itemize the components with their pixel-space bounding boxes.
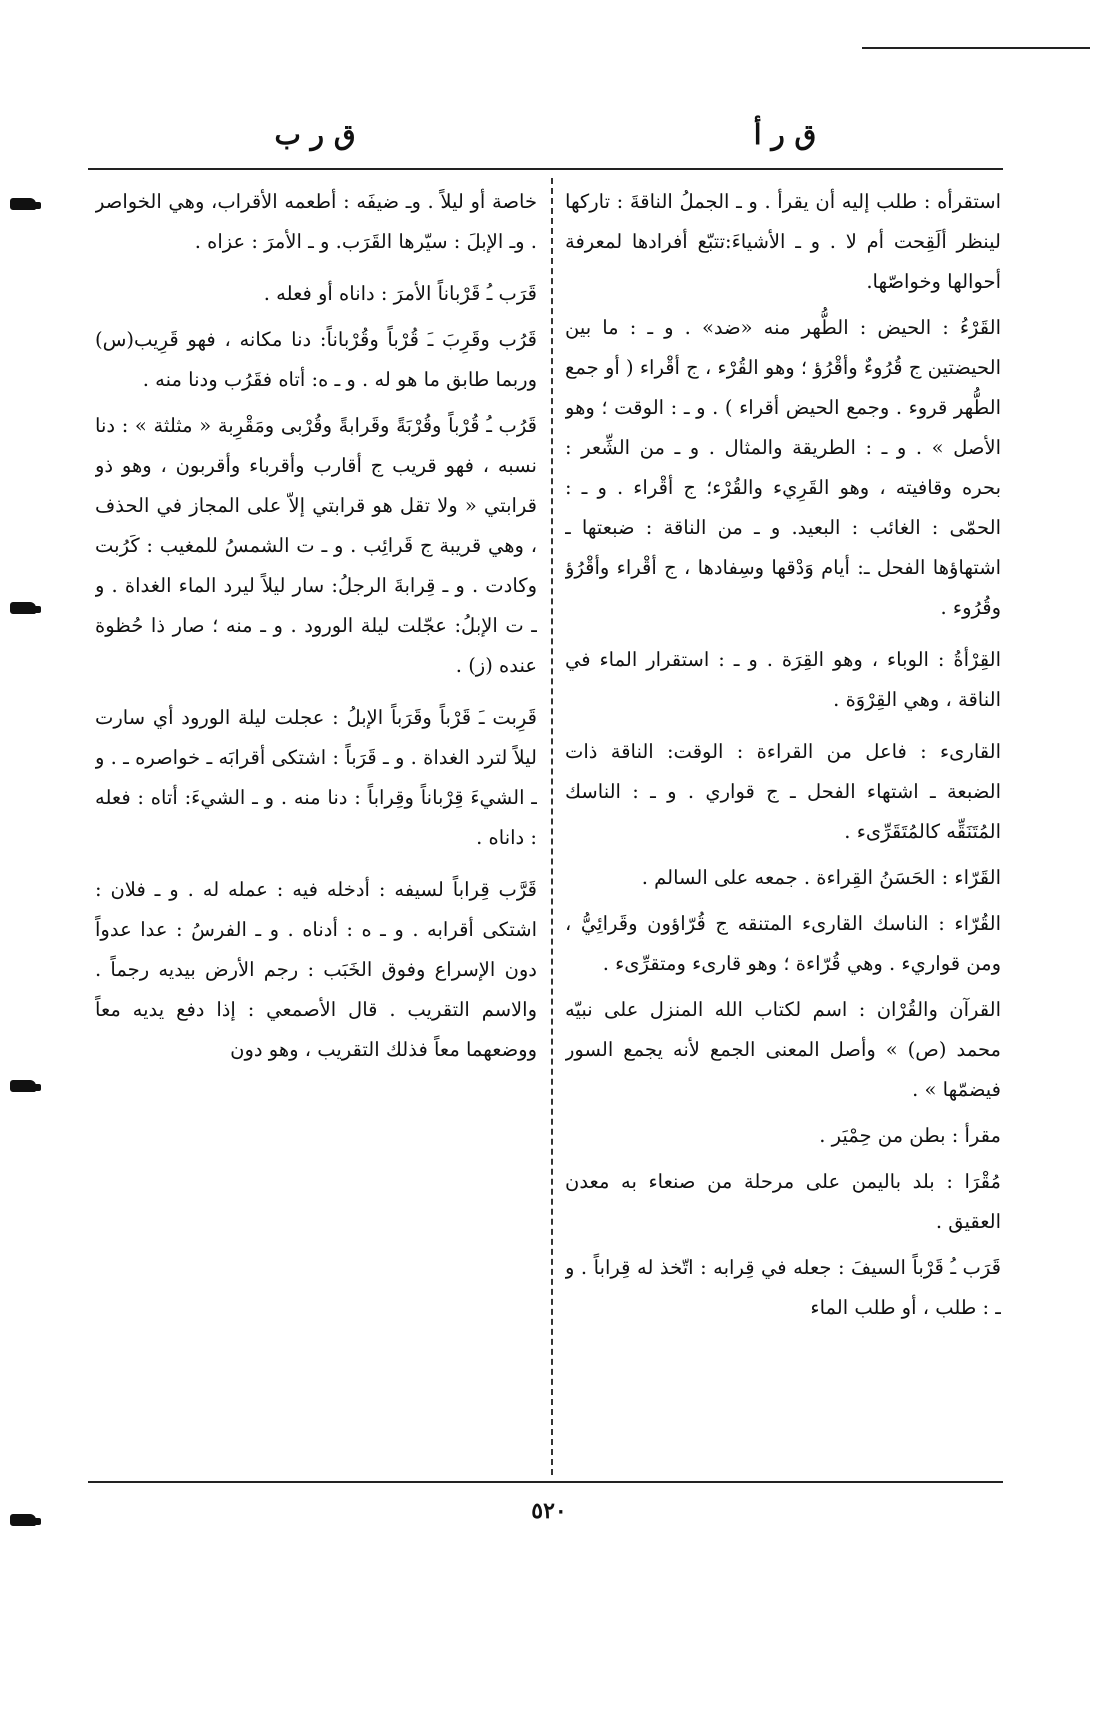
entry-qaribat [95, 698, 537, 858]
top-corner-rule [862, 47, 1090, 49]
entry-text: خاصة أو ليلاً . وـ ضيفَه : أطعمه الأقراب، وهي الخواصر . وـ الإبلَ : سيّرها القَرَب. و ـ الأمرَ : عزاه . [95, 190, 537, 253]
binding-mark [10, 1080, 36, 1092]
entry-alquran [565, 990, 1001, 1110]
entry-text: قَرُب ـُ قُرْباً وقُرْبَةً وقَرابةً وقُرْبى ومَقْرِبة « مثلثة » : دنا نسبه ، فهو قريب ج أقارب وأقرباء وأقربون ، وهو ذو قرابتي « ولا تقل هو قرابتي إلاّ على المجاز في الحذف ، وهي قريبة ج قَرائِب . و ـ ت الشمسُ للمغيب : كَرُبت وكادت . و ـ قِرابةَ الرجلُ: سار ليلاً ليرد الماء الغداة . و ـ ت الإبلُ: عجّلت ليلة الورود . و ـ منه ؛ صار ذا حُظوة عنده (ز) . [95, 414, 537, 677]
entry-qarraba [95, 870, 537, 1070]
entry-text: القَرْءُ : الحيض : الطُّهر منه «ضد» . و ـ : ما بين الحيضتين ج قُرُوءٌ وأقْرُؤ ؛ وهو القُرْء ، ج أقْراء ( أو جمع الطُّهر قروء . وجمع الحيض أقراء ) . و ـ : الوقت ؛ وهو الأصل » . و ـ : الطريقة والمثال . و ـ من الشِّعر : بحره وقافيته ، وهو القَرِيء والقُرْء؛ ج أقْراء . و ـ : الحمّى : الغائب : البعيد. و ـ من الناقة : ضبعتها ـ اشتهاؤها الفحل ـ: أيام وَدْقها وسِفادها ، ج أقْراء وأقْرُؤ وقُرُوء . [565, 316, 1001, 619]
entry-text: القِرْأةُ : الوباء ، وهو القِرَة . و ـ : استقرار الماء في الناقة ، وهي القِرْوَة . [565, 648, 1001, 711]
entry-alqurra [565, 904, 1001, 984]
entry-continued [95, 182, 537, 262]
binding-mark [10, 602, 36, 614]
entry-text: قَرُب وقَرِبَ ـَ قُرْباً وقُرْباناً: دنا مكانه ، فهو قَرِيب(س) وربما طابق ما هو له . و ـ ه: أتاه فقَرُب ودنا منه . [95, 328, 537, 391]
entry-text: قَرِبت ـَ قَرْباً وقَرَباً الإبلُ : عجلت ليلة الورود أي سارت ليلاً لترد الغداة . و ـ قَرَباً : اشتكى أقرابَه ـ خواصره ـ . و ـ الشيءَ قِرْباناً وقِراباً : دنا منه . و ـ الشيءَ: أتاه : فعله : داناه . [95, 706, 537, 849]
entry-text: قَرَب ـُ قَرْباً السيفَ : جعله في قِرابه : اتّخذ له قِراباً . و ـ : طلب ، أو طلب الماء [565, 1256, 1001, 1319]
entry-text: قَرَب ـُ قَرْباناً الأمرَ : داناه أو فعله . [263, 282, 537, 305]
column-divider [551, 178, 553, 1475]
entry-text: القرآن والقُرْان : اسم لكتاب الله المنزل على نبيّه محمد (ص) » وأصل المعنى الجمع لأنه يجمع السور فيضمّها » . [565, 998, 1001, 1101]
entry-maqra [565, 1116, 1001, 1156]
entry-alqari [565, 732, 1001, 852]
right-column-heading: ق ر أ [753, 118, 817, 151]
entry-alqiraa [565, 640, 1001, 720]
entry-qaraba [565, 1248, 1001, 1328]
page-number: ٥٢٠ [531, 1498, 567, 1524]
entry-alqarra [565, 858, 1001, 898]
right-column [565, 182, 1001, 1472]
binding-mark [10, 1514, 36, 1526]
header-rule [88, 168, 1003, 170]
entry-text: القارىء : فاعل من القراءة : الوقت: الناقة ذات الضبعة ـ اشتهاء الفحل ـ ج قواري . و ـ : الناسك المُتَنَقِّه كالمُتَقَرِّىء . [565, 740, 1001, 843]
entry-text: استقرأه : طلب إليه أن يقرأ . و ـ الجملُ الناقةَ : تاركها لينظر ألَقِحت أم لا . و ـ الأشياءَ:تتبّع أفرادها لمعرفة أحوالها وخواصّها. [565, 190, 1001, 293]
entry-text: مُقْرَا : بلد باليمن على مرحلة من صنعاء به معدن العقيق . [565, 1170, 1001, 1233]
entry-alqar [565, 308, 1001, 628]
left-column [95, 182, 537, 1472]
entry-qaraba-qurbanan [95, 274, 537, 314]
entry-muqra [565, 1162, 1001, 1242]
entry-qaruba-qarabatan [95, 406, 537, 686]
entry-qaruba-qariba [95, 320, 537, 400]
entry-text: القَرّاء : الحَسَنُ القِراءة . جمعه على السالم . [641, 866, 1001, 889]
footer-rule [88, 1481, 1003, 1483]
entry-text: قَرَّب قِراباً لسيفه : أدخله فيه : عمله له . و ـ فلان : اشتكى أقرابه . و ـ ه : أدناه . و ـ الفرسُ : عدا عدواً دون الإسراع وفوق الخَبَب : رجم الأرض بيديه رجماً . والاسم التقريب . قال الأصمعي : إذا دفع يديه معاً ووضعهما معاً فذلك التقريب ، وهو دون [95, 878, 537, 1061]
binding-mark [10, 198, 36, 210]
left-column-heading: ق ر ب [274, 118, 356, 151]
entry-text: مقرأ : بطن من حِمْيَر . [819, 1124, 1001, 1147]
entry-text: القُرّاء : الناسك القارىء المتنقه ج قُرّاؤون وقَرائِيُّ ، ومن قواريء . وهي قُرّاءة ؛ وهو قارىء ومتقرِّىء . [565, 912, 1001, 975]
entry-istaqraahu [565, 182, 1001, 302]
